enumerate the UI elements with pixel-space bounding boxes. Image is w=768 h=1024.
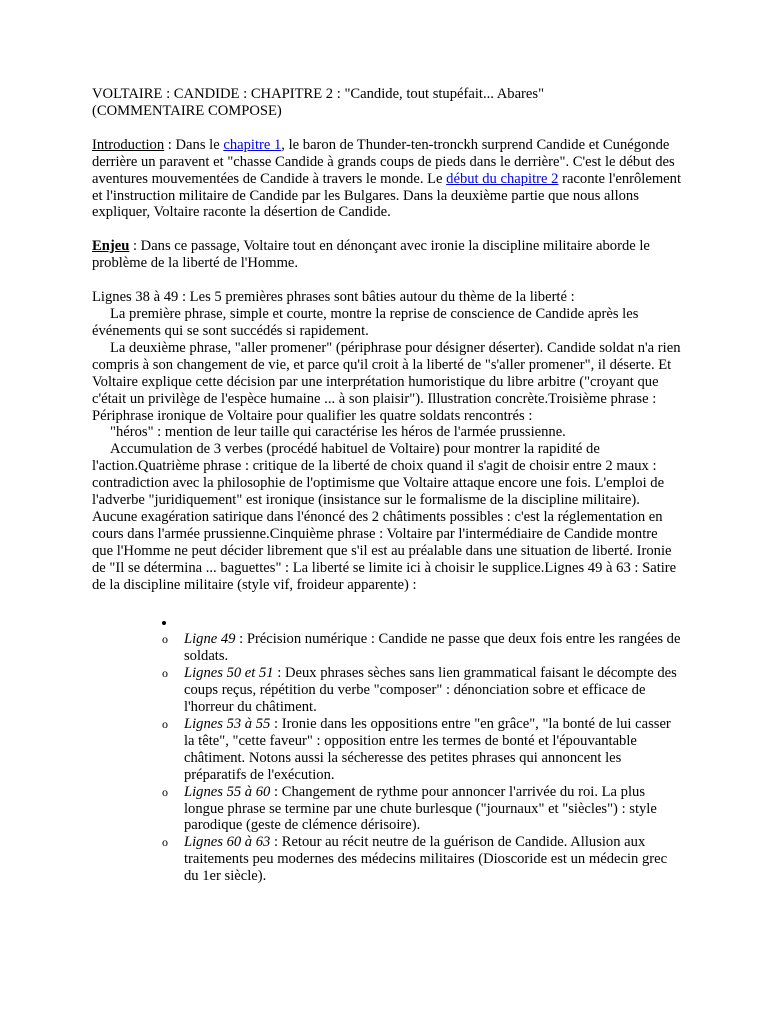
- list-item-text: : Précision numérique : Candide ne passe que deux fois entre les rangées de soldats.: [184, 631, 681, 665]
- line-reference: Lignes 55 à 60: [184, 783, 271, 800]
- list-item: [92, 716, 684, 784]
- line-analysis-list: [92, 631, 682, 885]
- analysis-heading: Lignes 38 à 49 : Les 5 premières phrases sont bâties autour du thème de la liberté :: [92, 289, 575, 306]
- spacer: [92, 120, 682, 137]
- title-line-1: VOLTAIRE : CANDIDE : CHAPITRE 2 : "Candide, tout stupéfait... Abares": [92, 86, 545, 102]
- list-item: [92, 665, 684, 716]
- intro-text-3: raconte l'enrôlement et l'instruction militaire de Candide par les Bulgares. Dans la deuxième partie que nous allons expliquer, Voltaire raconte la désertion de Candide.: [92, 170, 682, 221]
- list-item-text: : Retour au récit neutre de la guérison de Candide. Allusion aux traitements peu modernes des médecins militaires (Dioscoride est un médecin grec du 1er siècle).: [184, 834, 668, 885]
- list-item-text: : Ironie dans les oppositions entre "en grâce", "la bonté de lui casser la tête", "cette faveur" : opposition entre les termes de bonté et l'épouvantable châtiment. Notons aussi la sécheresse des petites phrases qui annoncent les préparatifs de l'exécution.: [184, 716, 671, 783]
- analysis-paragraph-2: La deuxième phrase, "aller promener" (périphrase pour désigner déserter). Candide soldat n'a rien compris à son changement de vie, et parce qu'il croit à la liberté de "s'aller promener", il déserte. Et Voltaire explique cette décision par une interprétation humoristique du libre arbitre ("croyant que c'était un privilège de l'espèce humaine ... à son plaisir"). Illustration concrète.Troisième phrase : Périphrase ironique de Voltaire pour qualifier les quatre soldats rencontrés :: [92, 339, 681, 424]
- introduction-paragraph: [92, 137, 682, 222]
- spacer: [92, 272, 682, 289]
- circle-bullet-icon: o: [162, 784, 168, 799]
- circle-bullet-icon: o: [162, 632, 168, 647]
- introduction-label: Introduction: [92, 136, 165, 153]
- enjeu-text: : Dans ce passage, Voltaire tout en dénonçant avec ironie la discipline militaire aborde le problème de la liberté de l'Homme.: [92, 238, 650, 272]
- document-title: [92, 86, 682, 120]
- intro-text-2: , le baron de Thunder-ten-tronckh surprend Candide et Cunégonde derrière un paravent et "chasse Candide à grands coups de pieds dans le derrière". C'est le début des aventures mouvementées de Candide à travers le monde. Le: [92, 136, 675, 187]
- chapitre-1-link[interactable]: chapitre 1: [223, 136, 282, 153]
- analysis-paragraph-3: "héros" : mention de leur taille qui caractérise les héros de l'armée prussienne.: [110, 424, 566, 441]
- circle-bullet-icon: o: [162, 835, 168, 850]
- analysis-paragraph-1: La première phrase, simple et courte, montre la reprise de conscience de Candide après les événements qui se sont succédés si rapidement.: [92, 306, 639, 339]
- enjeu-label: Enjeu: [92, 238, 130, 255]
- line-reference: Lignes 60 à 63: [184, 834, 271, 851]
- document-page: [92, 86, 682, 885]
- debut-chapitre-2-link[interactable]: début du chapitre 2: [446, 170, 559, 187]
- bullet-dot-icon: [162, 621, 166, 625]
- list-item: [92, 784, 684, 835]
- list-bullet: [92, 614, 682, 631]
- circle-bullet-icon: o: [162, 666, 168, 681]
- circle-bullet-icon: o: [162, 717, 168, 731]
- line-reference: Lignes 50 et 51: [184, 665, 274, 682]
- list-item-text: : Changement de rythme pour annoncer l'arrivée du roi. La plus longue phrase se termine par une chute burlesque ("journaux" et "siècles") : style parodique (geste de clémence dérisoire).: [184, 783, 657, 834]
- list-item: [92, 631, 684, 665]
- enjeu-paragraph: [92, 238, 682, 272]
- line-reference: Ligne 49: [184, 631, 236, 648]
- analysis-paragraph-4: Accumulation de 3 verbes (procédé habituel de Voltaire) pour montrer la rapidité de l'action.Quatrième phrase : critique de la liberté de choix quand il s'agit de choisir entre 2 maux : contradiction avec la philosophie de l'optimisme que Voltaire attaque encore une fois. L'emploi de l'adverbe "juridiquement" est ironique (insistance sur le formalisme de la discipline militaire). Aucune exagération satirique dans l'énoncé des 2 châtiments possibles : c'est la réglementation en cours dans l'armée prussienne.Cinquième phrase : Voltaire par l'intermédiaire de Candide montre que l'Homme ne peut décider librement que s'il est au préalable dans une situation de liberté. Ironie de "Il se détermina ... baguettes" : La liberté se limite ici à choisir le supplice.Lignes 49 à 63 : Satire de la discipline militaire (style vif, froideur apparente) :: [92, 441, 677, 593]
- intro-text-1: : Dans le: [164, 136, 224, 153]
- title-line-2: (COMMENTAIRE COMPOSE): [92, 102, 282, 119]
- spacer: [92, 221, 682, 238]
- line-reference: Lignes 53 à 55: [184, 716, 271, 732]
- list-item-text: : Deux phrases sèches sans lien grammatical faisant le décompte des coups reçus, répétition du verbe "composer" : dénonciation sobre et efficace de l'horreur du châtiment.: [184, 665, 677, 716]
- list-item: [92, 834, 684, 885]
